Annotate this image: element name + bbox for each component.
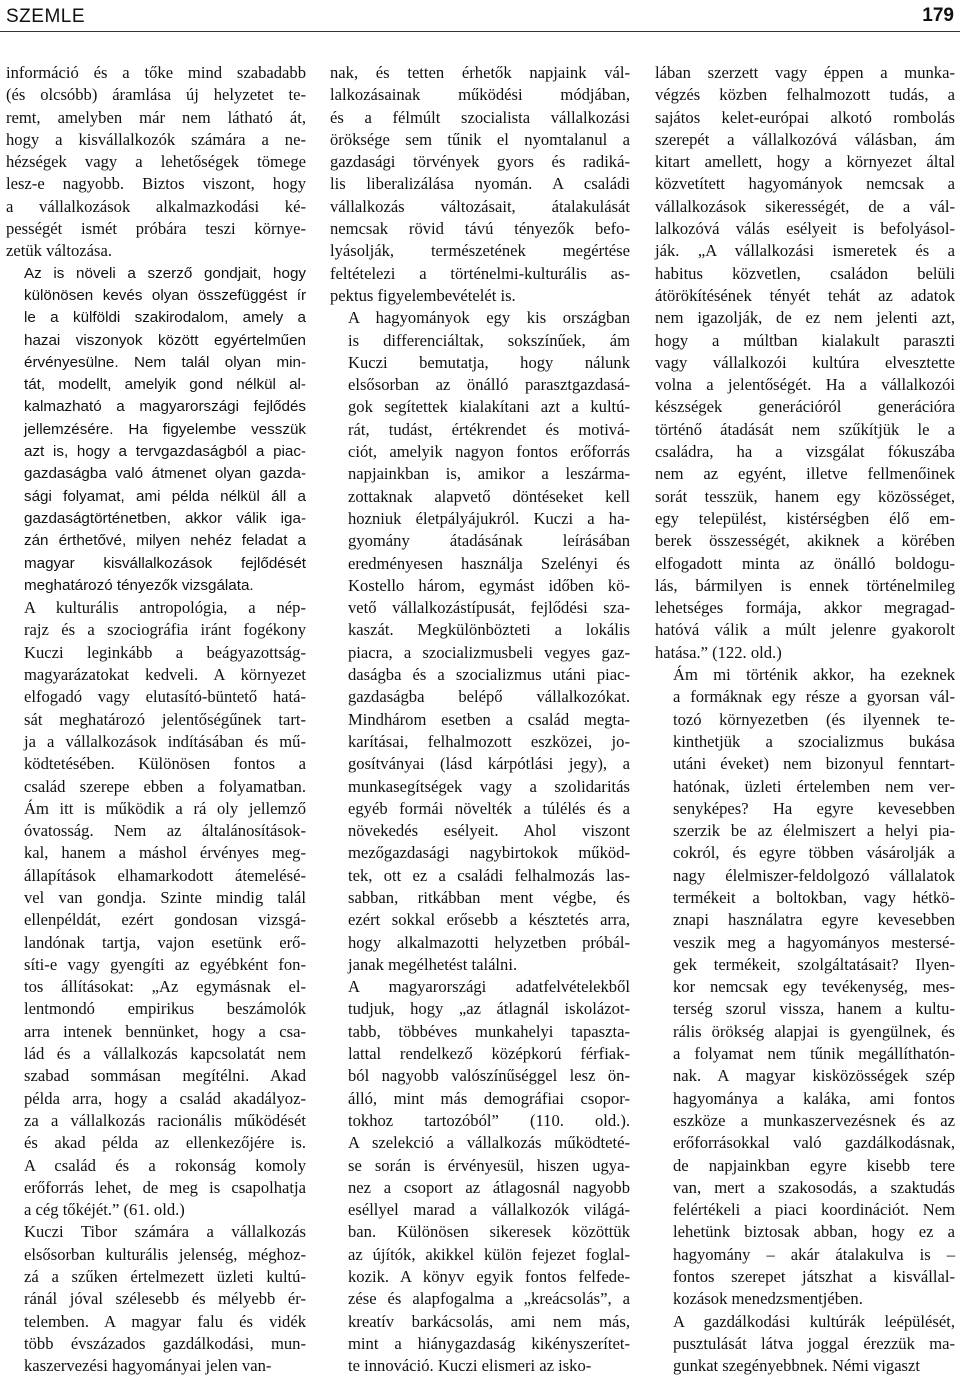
text-line: meghatározó tényezők vizsgálata. — [24, 576, 254, 594]
text-line: és a félmúlt szocialista vállalkozási — [330, 107, 630, 127]
text-line: senyképes? Ha egyre kevesebben — [673, 798, 955, 818]
text-line: lehetünk biztosak abban, hogy ez a — [673, 1222, 955, 1242]
text-line: ködtetésében. Különösen fontos a — [24, 754, 306, 774]
text-line: kinthetjük a szocializmus bukása — [673, 731, 955, 751]
text-line: gazdasági törvények gyors és radiká- — [330, 152, 630, 172]
text-line: hazai viszonyok között egyértelműen — [24, 331, 306, 349]
text-line: veszik meg a hagyományos mestersé- — [673, 932, 955, 952]
text-line: tos állításokat: „Az egymásnak el- — [24, 977, 306, 997]
text-line: lában szerzett vagy éppen a munka- — [655, 63, 955, 82]
text-line: nez a csoport az átlagosnál nagyobb — [348, 1177, 630, 1197]
text-line: A szelekció a vállalkozás működteté- — [348, 1133, 630, 1153]
text-line: hagyomány – akár átalakulva is – — [673, 1244, 955, 1264]
text-line: jellemzésére. Ha figyelembe vesszük — [24, 420, 306, 438]
text-line: az újítók, akikkel külön fejezet foglal- — [348, 1244, 630, 1264]
text-line: hogy a kisvállalkozók számára a ne- — [6, 129, 306, 149]
text-line: eséllyel marad a vállalkozók világá- — [348, 1200, 630, 1220]
text-line: kaszervezési hagyományai jelen van- — [24, 1356, 272, 1376]
text-line: a cég tőkéjét.” (61. old.) — [24, 1200, 185, 1220]
text-line: A magyarországi adatfelvételekből — [348, 977, 630, 997]
text-line: sajátos kelet-európai alkotó rombolás — [655, 107, 955, 127]
text-line: gosítványai (lásd kárpótlási jegy), a — [348, 754, 630, 774]
text-line: síti-e vagy gyengíti az egyébként fon- — [24, 954, 306, 974]
text-line: hagyománya a kaláka, ami fontos — [673, 1088, 955, 1108]
text-line: arra intenek bennünket, hogy a csa- — [24, 1021, 306, 1041]
text-line: (és olcsóbb) áramlása új helyzetet te- — [6, 85, 306, 105]
text-line: te innováció. Kuczi elismeri az isko- — [348, 1356, 592, 1376]
text-line: kreatív barkácsolás, ami nem más, — [348, 1311, 630, 1331]
text-line: gazdaságba belépő vállalkozókat. — [348, 687, 630, 707]
text-line: nagy élelmiszer-feldolgozó vállalatok — [673, 865, 955, 885]
text-line: Kuczi leginkább a beágyazottság- — [24, 642, 306, 662]
text-line: ciót, amelyik nagyon fontos erőforrás — [348, 442, 630, 462]
text-line: öröksége sem tűnik el nyomtalanul a — [330, 129, 630, 149]
text-line: vállalkozások sikerességét, de a vál- — [655, 196, 955, 216]
text-line: kozik. A könyv egyik fontos felfede- — [348, 1267, 630, 1287]
text-line: lattal rendelkező középkorú férfiak- — [348, 1044, 630, 1064]
text-line: pességét ismét próbára teszi környe- — [6, 219, 306, 239]
text-line: napjainkban is, amikor a leszárma- — [348, 464, 630, 484]
text-line: Az is növeli a szerző gondjait, hogy — [24, 264, 306, 282]
text-line: szerepét a vállalkozóvá válásban, ám — [655, 129, 955, 149]
text-line: utáni éveket) nem bizonyul fenntart- — [673, 754, 955, 774]
text-line: ránál jóval szélesebb és mélyebb ér- — [24, 1289, 306, 1309]
text-line: családra, ha a vizsgálat fókuszába — [655, 442, 955, 462]
text-line: gazdaságba való átmenet olyan gazda- — [24, 465, 306, 483]
text-line: erőforrásokkal való gazdálkodásnak, — [673, 1133, 955, 1153]
text-line: család szerepe ebben a folyamatban. — [24, 776, 306, 796]
text-line: lyásolják, természetének megértése — [330, 241, 630, 261]
text-line: növekedés esélyeit. Ahol viszont — [348, 821, 630, 841]
text-line: ezért sokkal erősebb a késztetés arra, — [348, 910, 630, 930]
text-line: A gazdálkodási kultúrák leépülését, — [673, 1311, 955, 1331]
text-line: rális örökség alapjai is gyengülnek, és — [673, 1021, 955, 1041]
text-line: lesz-e nagyobb. Biztos viszont, hogy — [6, 174, 306, 194]
text-line: gok segítettek kialakítani azt a kultú- — [348, 397, 630, 417]
text-line: kor nemcsak egy tevékenység, mes- — [673, 977, 955, 997]
text-line: több évszázados gazdálkodási, mun- — [24, 1333, 306, 1353]
text-line: álló, mint más demográfiai csopor- — [348, 1088, 630, 1108]
text-line: mezőgazdasági nagybirtokok működ- — [348, 843, 630, 863]
paragraph — [6, 1221, 306, 1377]
text-line: janak megélhetést találni. — [348, 954, 518, 974]
text-line: egy települést, kistérségben élő em- — [655, 508, 955, 528]
paragraph — [655, 664, 955, 1311]
text-line: zottaknak alapvető döntéseket kell — [348, 486, 630, 506]
text-line: rát, tudást, értékrendet és motivá- — [348, 419, 630, 439]
text-line: zán érthetővé, milyen nehéz feladat a — [24, 532, 306, 550]
text-line: ja a vállalkozások indításában és mű- — [24, 731, 306, 751]
text-line: cokról, és egyre többen vásárolják a — [673, 843, 955, 863]
text-line: tokhoz tartozóból” (110. old.). — [348, 1110, 630, 1130]
column-3 — [655, 62, 955, 1378]
text-line: hogy alkalmazotti helyzetben próbál- — [348, 932, 630, 952]
text-line: tabb, többéves munkahelyi tapaszta- — [348, 1021, 630, 1041]
text-line: vagy vállalkozói kultúra elvesztette — [655, 352, 955, 372]
text-line: ban. Különösen sikeresek közöttük — [348, 1222, 630, 1242]
text-line: le a külföldi szakirodalom, amely a — [24, 309, 306, 327]
text-line: elfogadott minta az önálló boldogu- — [655, 553, 955, 573]
text-line: egyéb formái növelték a túlélés és a — [348, 798, 630, 818]
page-header — [0, 0, 960, 34]
text-line: a formáknak egy része a gyorsan vál- — [673, 687, 955, 707]
text-line: példa arra, hogy a család akadályoz- — [24, 1088, 306, 1108]
text-line: a vállalkozások alkalmazkodási ké- — [6, 196, 306, 216]
text-line: eszköze a munkaszervezésnek és az — [673, 1110, 955, 1130]
text-line: gek termékeit, szolgáltatásait? Ilyen- — [673, 954, 955, 974]
column-2 — [330, 62, 630, 1378]
paragraph — [655, 1311, 955, 1378]
text-line: gyomány átadásának leírásában — [348, 531, 630, 551]
text-line: karításai, felhalmozott eszközei, jo- — [348, 731, 630, 751]
text-line: átörökítésének tényét tehát az adatok — [655, 285, 955, 305]
text-line: ellenpéldát, ezért gondosan vizsgá- — [24, 910, 306, 930]
text-line: sabban, ritkábban ment végbe, és — [348, 887, 630, 907]
text-line: van, mert a szakosodás, a szaktudás — [673, 1177, 955, 1197]
text-line: és akad példa az ellenkezőjére is. — [24, 1133, 306, 1153]
text-line: tudjuk, hogy „az átlagnál iskolázot- — [348, 999, 630, 1019]
text-line: elfogadó vagy elutasító-büntető hatá- — [24, 687, 306, 707]
text-line: hozniuk életpályájukról. Kuczi a ha- — [348, 508, 630, 528]
text-line: nak. A magyar kisközösségek szép — [673, 1066, 955, 1086]
text-line: Ám itt is működik a rá oly jellemző — [24, 798, 306, 818]
text-line: piacra, a szocializmusbeli vegyes gaz- — [348, 642, 630, 662]
text-line: elsősorban kulturális jelenség, méghoz- — [24, 1244, 306, 1264]
text-line: Kuczi bemutatja, hogy nálunk — [348, 352, 630, 372]
text-line: magyar kisvállalkozások fejlődését — [24, 554, 306, 572]
text-line: sát meghatározó jelentőségűnek tart- — [24, 709, 306, 729]
text-line: kalmazható a magyarországi fejlődés — [24, 398, 306, 416]
text-line: nak, és tetten érhetők napjaink vál- — [330, 63, 630, 82]
text-line: mint a hiánygazdaság kikényszerítet- — [348, 1333, 630, 1353]
text-line: tozó környezetben (és ilyennek te- — [673, 709, 955, 729]
text-line: készségek generációról generációra — [655, 397, 955, 417]
text-line: magyarázatokat kedveli. A környezet — [24, 665, 306, 685]
text-line: hogy a múltban kialakult paraszti — [655, 330, 955, 350]
text-line: landónak tartja, vajon esetünk erő- — [24, 932, 306, 952]
text-line: hézségek vagy a lehetőségek tömege — [6, 152, 306, 172]
text-line: fontos szerepet játszhat a kisvállal- — [673, 1267, 955, 1287]
text-line: különösen kevés olyan összefüggést ír — [24, 286, 306, 304]
text-line: tek, ott ez a családi felhalmozás las- — [348, 865, 630, 885]
text-line: sági folyamat, ami példa nélkül áll a — [24, 487, 306, 505]
text-line: habitus közvetlen, családon belüli — [655, 263, 955, 283]
text-line: erőforrás lehet, de meg is csapolhatja — [24, 1177, 306, 1197]
text-line: szabad sommásan megítélni. Akad — [24, 1066, 306, 1086]
text-line: se során is érvényesül, hiszen ugya- — [348, 1155, 630, 1175]
text-line: zetük változása. — [6, 241, 112, 261]
page-number: 179 — [922, 5, 954, 26]
text-line: lentmondó empirikus beszámolók — [24, 999, 306, 1019]
text-line: Kuczi Tibor számára a vállalkozás — [24, 1222, 306, 1242]
text-line: a folyamat nem tűnik megállíthatón- — [673, 1044, 955, 1064]
text-line: hatása.” (122. old.) — [655, 642, 782, 662]
text-line: berek összességét, akiknek a körében — [655, 531, 955, 551]
text-line: érvényesülne. Nem talál olyan min- — [24, 353, 306, 371]
text-line: felértékeli a piaci koordinációt. Nem — [673, 1200, 955, 1220]
paragraph — [6, 263, 306, 597]
text-line: de napjainkban egyre kisebb tere — [673, 1155, 955, 1175]
text-line: pektus figyelembevételét is. — [330, 285, 516, 305]
text-line: közvetített hagyományok nemcsak a — [655, 174, 955, 194]
text-line: óvatosság. Nem az általánosítások- — [24, 821, 306, 841]
text-line: lás, bármilyen is ennek történelmileg — [655, 575, 955, 595]
text-line: lád és a vállalkozás kapcsolatát nem — [24, 1044, 306, 1064]
text-line: végzés közben felhalmozott tudás, a — [655, 85, 955, 105]
text-line: daságba és a szocializmus utáni piac- — [348, 665, 630, 685]
text-line: vállalkozás változásait, átalakulását — [330, 196, 630, 216]
text-line: terség szorul vissza, hanem a kultu- — [673, 999, 955, 1019]
text-line: zá a szűken értelmezett üzleti kultú- — [24, 1267, 306, 1287]
text-line: znapi használatra egyre kevesebben — [673, 910, 955, 930]
text-line: nem igazolják, de ez nem jelenti azt, — [655, 308, 955, 328]
text-line: zése és alapfogalma a „kreácsolás”, a — [348, 1289, 630, 1309]
text-line: A kulturális antropológia, a nép- — [24, 598, 306, 618]
text-line: szerzik be az élelmiszert a helyi pia- — [673, 821, 955, 841]
paragraph — [330, 307, 630, 976]
text-line: sorát tesszük, hanem egy közösséget, — [655, 486, 955, 506]
text-line: állapítások elhamarkodott átemelésé- — [24, 865, 306, 885]
text-line: pusztulását látva joggal érezzük ma- — [673, 1333, 955, 1353]
header-rule — [0, 31, 960, 32]
text-line: elsősorban az önálló parasztgazdasá- — [348, 375, 630, 395]
text-line: kozások menedzsmentjében. — [673, 1289, 863, 1309]
paragraph — [6, 62, 306, 263]
text-line: remt, amelyben már nem látható át, — [6, 107, 306, 127]
text-line: ják. „A vállalkozási ismeretek és a — [655, 241, 955, 261]
text-line: vető vállalkozástípusát, fejlődési sza- — [348, 598, 630, 618]
text-line: Mindhárom esetben a család megta- — [348, 709, 630, 729]
text-line: eredményesen használja Szelényi és — [348, 553, 630, 573]
text-line: történő átadását nem szűkítjük le a — [655, 419, 955, 439]
text-line: hatóvá válik a múlt jelenre gyakorolt — [655, 620, 955, 640]
text-line: kitart amellett, hogy a környezet által — [655, 152, 955, 172]
text-line: munkasegítségek vagy a szolidaritás — [348, 776, 630, 796]
text-line: A család és a rokonság komoly — [24, 1155, 306, 1175]
text-line: A hagyományok egy kis országban — [348, 308, 630, 328]
text-line: telemben. A magyar falu és vidék — [24, 1311, 306, 1331]
text-line: volna a jelentőségét. Ha a vállalkozói — [655, 375, 955, 395]
text-line: rajz és a szociográfia iránt fogékony — [24, 620, 306, 640]
text-line: kaszát. Megkülönbözteti a lokális — [348, 620, 630, 640]
text-line: termékeit a boltokban, vagy hétkö- — [673, 887, 955, 907]
text-line: nemcsak rövid távú tényezők befo- — [330, 219, 630, 239]
section-title: SZEMLE — [6, 6, 86, 27]
text-line: Kostello három, egymást időben kö- — [348, 575, 630, 595]
text-line: Ám mi történik akkor, ha ezeknek — [673, 665, 955, 685]
text-line: tát, modellt, amelyik gond nélkül al- — [24, 376, 306, 394]
text-line: gunkat szegényebbnek. Némi vigaszt — [673, 1356, 920, 1376]
column-1 — [6, 62, 306, 1378]
text-line: ból nagyobb valószínűséggel lesz ön- — [348, 1066, 630, 1086]
text-line: lis liberalizálása nyomán. A családi — [330, 174, 630, 194]
text-line: azt is, hogy a tervgazdaságból a piac- — [24, 443, 306, 461]
text-line: za a vállalkozás racionális működését — [24, 1110, 306, 1130]
paragraph — [6, 597, 306, 1221]
text-line: nem az egyént, illetve fellmenőinek — [655, 464, 955, 484]
text-line: kal, hanem a máshol érvényes meg- — [24, 843, 306, 863]
text-line: lehetséges formája, akkor megragad- — [655, 598, 955, 618]
text-line: lalkozásainak működési módjában, — [330, 85, 630, 105]
text-line: is differenciáltak, sokszínűek, ám — [348, 330, 630, 350]
paragraph — [655, 62, 955, 664]
text-line: hatónak, üzleti értelemben nem ver- — [673, 776, 955, 796]
text-line: vel van gondja. Szinte mindig talál — [24, 887, 306, 907]
text-line: lalkozóvá válás esélyeit is befolyásol- — [655, 219, 955, 239]
paragraph — [330, 62, 630, 307]
text-line: információ és a tőke mind szabadabb — [6, 63, 306, 82]
text-line: gazdaságtörténetben, akkor válik iga- — [24, 509, 306, 527]
paragraph — [330, 976, 630, 1377]
text-line: feltételezi a történelmi-kulturális as- — [330, 263, 630, 283]
